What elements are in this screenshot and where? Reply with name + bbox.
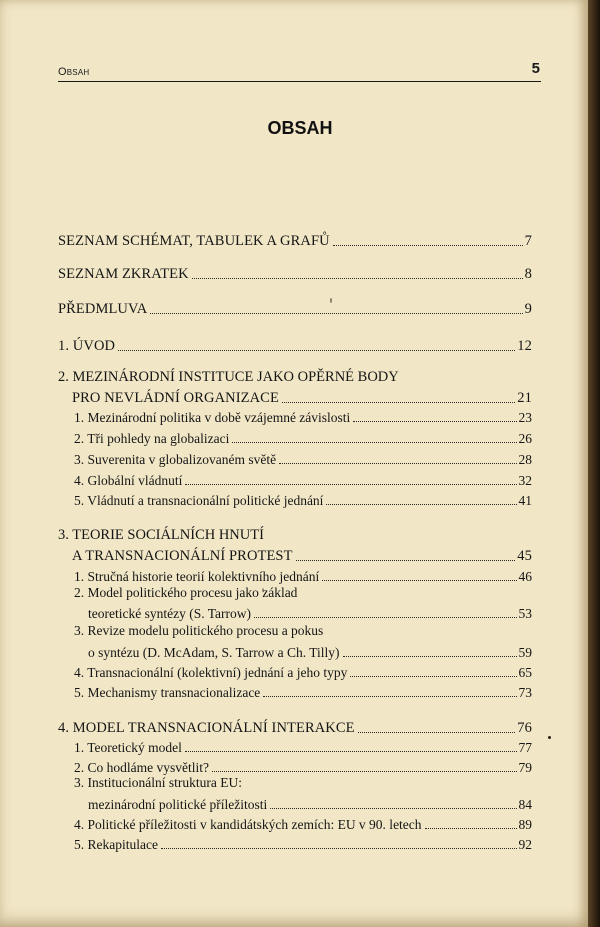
toc-entry-introduction[interactable] xyxy=(58,335,532,355)
dot-leader xyxy=(212,770,517,772)
toc-entry-label: 5. Vládnutí a transnacionální politické jednání xyxy=(74,493,324,508)
toc-entry-page: 8 xyxy=(524,266,532,282)
toc-entry-page: 28 xyxy=(518,452,532,467)
toc-entry-4-1[interactable] xyxy=(74,736,532,756)
toc-entry-chapter-2[interactable] xyxy=(72,387,532,407)
toc-entry-page: 26 xyxy=(518,431,532,446)
toc-entry-label: 2. Tři pohledy na globalizaci xyxy=(74,431,230,446)
toc-entry-3-3-first-line[interactable]: 3. Revize modelu politického procesu a pokus xyxy=(74,623,324,638)
dot-leader xyxy=(263,695,516,697)
toc-entry-page: 73 xyxy=(518,685,532,700)
running-header xyxy=(58,62,540,80)
toc-entry-page: 77 xyxy=(518,740,532,755)
dot-leader xyxy=(326,503,516,505)
toc-entry-2-4[interactable] xyxy=(74,469,532,489)
toc-entry-3-5[interactable] xyxy=(74,681,532,701)
toc-entry-page: 12 xyxy=(517,338,532,354)
toc-entry-chapter-4[interactable] xyxy=(58,717,532,737)
toc-entry-3-4[interactable] xyxy=(74,661,532,681)
toc-entry-label: 5. Rekapitulace xyxy=(74,837,158,852)
dot-leader xyxy=(232,441,516,443)
toc-entry-page: 46 xyxy=(518,569,532,584)
page-number: 5 xyxy=(531,60,540,77)
toc-entry-label: 4. MODEL TRANSNACIONÁLNÍ INTERAKCE xyxy=(58,720,355,736)
toc-entry-label: A TRANSNACIONÁLNÍ PROTEST xyxy=(72,548,293,564)
toc-entry-label: 4. Transnacionální (kolektivní) jednání a jeho typy xyxy=(74,665,348,680)
toc-entry-page: 9 xyxy=(524,301,532,317)
dot-leader xyxy=(358,731,516,733)
dot-leader xyxy=(296,559,516,561)
toc-entry-page: 53 xyxy=(518,606,532,621)
header-rule xyxy=(58,81,541,82)
page-edge-shadow xyxy=(588,0,600,927)
toc-entry-label: 1. Mezinárodní politika v době vzájemné závislosti xyxy=(74,410,351,425)
toc-entry-page: 21 xyxy=(517,390,532,406)
toc-entry-3-3[interactable] xyxy=(88,641,532,661)
toc-entry-list-of-charts[interactable] xyxy=(58,230,532,250)
toc-chapter-3-first-line[interactable]: 3. TEORIE SOCIÁLNÍCH HNUTÍ xyxy=(58,527,264,543)
toc-entry-4-3-first-line[interactable]: 3. Institucionální struktura EU: xyxy=(74,775,242,790)
toc-entry-page: 41 xyxy=(518,493,532,508)
toc-entry-label: teoretické syntézy (S. Tarrow) xyxy=(88,606,251,621)
dot-leader xyxy=(118,349,515,351)
toc-entry-3-2[interactable] xyxy=(88,602,532,622)
toc-entry-label: 5. Mechanismy transnacionalizace xyxy=(74,685,261,700)
toc-entry-preface[interactable] xyxy=(58,298,532,318)
toc-entry-2-2[interactable] xyxy=(74,427,532,447)
toc-entry-page: 23 xyxy=(518,410,532,425)
dot-leader xyxy=(185,483,516,485)
toc-entry-label: PRO NEVLÁDNÍ ORGANIZACE xyxy=(72,390,279,406)
toc-entry-page: 7 xyxy=(524,233,532,249)
toc-entry-page: 84 xyxy=(518,797,532,812)
toc-entry-page: 32 xyxy=(518,473,532,488)
toc-entry-page: 79 xyxy=(518,760,532,775)
paper-speck xyxy=(548,736,551,739)
paper-speck xyxy=(330,298,332,303)
toc-entry-page: 76 xyxy=(517,720,532,736)
toc-entry-4-3[interactable] xyxy=(88,793,532,813)
toc-entry-2-1[interactable] xyxy=(74,406,532,426)
dot-leader xyxy=(333,244,523,246)
toc-entry-label: PŘEDMLUVA xyxy=(58,301,148,317)
toc-entry-label: 4. Globální vládnutí xyxy=(74,473,183,488)
toc-entry-page: 45 xyxy=(517,548,532,564)
toc-entry-chapter-3[interactable] xyxy=(72,545,532,565)
toc-entry-3-2-first-line[interactable]: 2. Model politického procesu jako základ xyxy=(74,585,298,600)
toc-entry-2-3[interactable] xyxy=(74,448,532,468)
dot-leader xyxy=(350,675,516,677)
toc-entry-label: mezinárodní politické příležitosti xyxy=(88,797,268,812)
dot-leader xyxy=(353,420,516,422)
toc-entry-page: 92 xyxy=(518,837,532,852)
toc-entry-4-2[interactable] xyxy=(74,756,532,776)
dot-leader xyxy=(254,616,517,618)
dot-leader xyxy=(322,579,516,581)
dot-leader xyxy=(425,827,517,829)
toc-entry-label: 4. Politické příležitosti v kandidátských zemích: EU v 90. letech xyxy=(74,817,422,832)
dot-leader xyxy=(343,655,517,657)
toc-entry-label: 1. Stručná historie teorií kolektivního jednání xyxy=(74,569,320,584)
toc-entry-3-1[interactable] xyxy=(74,565,532,585)
toc-entry-page: 65 xyxy=(518,665,532,680)
paper-speck xyxy=(262,588,264,592)
dot-leader xyxy=(161,847,517,849)
dot-leader xyxy=(282,401,515,403)
toc-entry-4-4[interactable] xyxy=(74,813,532,833)
toc-entry-label: SEZNAM ZKRATEK xyxy=(58,266,189,282)
dot-leader xyxy=(270,807,516,809)
dot-leader xyxy=(279,462,516,464)
toc-entry-4-5[interactable] xyxy=(74,833,532,853)
dot-leader xyxy=(192,277,523,279)
dot-leader xyxy=(185,750,517,752)
toc-entry-abbreviations[interactable] xyxy=(58,263,532,283)
toc-entry-label: 1. Teoretický model xyxy=(74,740,182,755)
toc-entry-label: SEZNAM SCHÉMAT, TABULEK A GRAFŮ xyxy=(58,233,330,249)
toc-entry-label: 2. Co hodláme vysvětlit? xyxy=(74,760,209,775)
toc-entry-label: 1. ÚVOD xyxy=(58,338,116,354)
page-title: OBSAH xyxy=(267,118,333,138)
toc-chapter-2-first-line[interactable]: 2. MEZINÁRODNÍ INSTITUCE JAKO OPĚRNÉ BODY xyxy=(58,369,399,385)
dot-leader xyxy=(150,312,522,314)
toc-entry-page: 89 xyxy=(518,817,532,832)
toc-entry-label: o syntézu (D. McAdam, S. Tarrow a Ch. Tilly) xyxy=(88,645,340,660)
running-head-section: Obsah xyxy=(58,66,90,78)
toc-entry-2-5[interactable] xyxy=(74,489,532,509)
toc-entry-page: 59 xyxy=(518,645,532,660)
toc-entry-label: 3. Suverenita v globalizovaném světě xyxy=(74,452,277,467)
